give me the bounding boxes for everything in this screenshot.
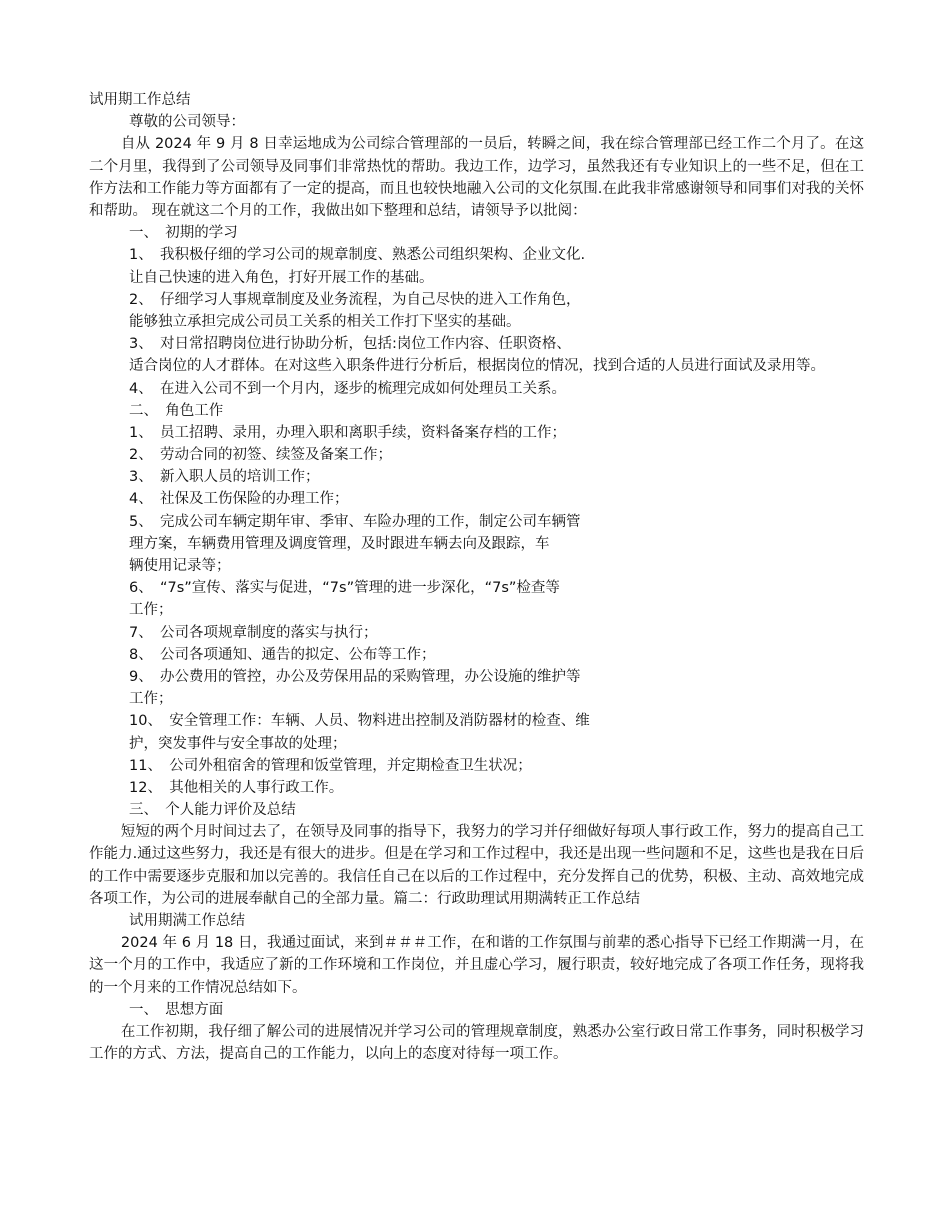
text-line: 2、 劳动合同的初签、续签及备案工作； [129,447,392,464]
document-page [89,89,864,1065]
text-line: 11、 公司外租宿舍的管理和饭堂管理，并定期检查卫生状况； [129,757,532,774]
thought-paragraph: 在工作初期，我仔细了解公司的进展情况并学习公司的管理规章制度，熟悉办公室行政日常工作事务，同时积极学习工作的方式、方法，提高自己的工作能力，以向上的态度对待每一项工作。 [89,1024,864,1063]
section-one-lines [89,222,864,333]
text-line: 2、 仔细学习人事规章制度及业务流程，为自己尽快的进入工作角色， [129,291,581,308]
text-line: 3、 新入职人员的培训工作； [129,469,320,486]
section-heading: 一、 思想方面 [129,1001,224,1018]
text-line: 8、 公司各项通知、通告的拟定、公布等工作； [129,646,436,663]
text-line: 二、 角色工作 [129,402,224,419]
section-two-lines [89,378,864,822]
text-line: 1、 我积极仔细的学习公司的规章制度、熟悉公司组织架构、企业文化. [129,247,586,264]
text-line: 1、 员工招聘、录用，办理入职和离职手续，资料备案存档的工作； [129,424,566,441]
text-line: 5、 完成公司车辆定期年审、季审、车险办理的工作，制定公司车辆管 [129,513,581,530]
text-line: 7、 公司各项规章制度的落实与执行； [129,624,378,641]
intro-paragraph: 自从 2024 年 9 月 8 日幸运地成为公司综合管理部的一员后，转瞬之间，我在综合管理部已经工作二个月了。在这二个月里，我得到了公司领导及同事们非常热忱的帮助。我边工作，边学习，虽然我还有专业知识上的一些不足，但在工作方法和工作能力等方面都有了一定的提高，而且也较快地融入公司的文化氛围.在此我非常感谢领导和同事们对我的关怀和帮助。 现在就这二个月的工作，我做出如下整理和总结，请领导予以批阅： [89,136,864,219]
text-line: 工作； [129,602,173,619]
text-line: 理方案，车辆费用管理及调度管理，及时跟进车辆去向及跟踪，车 [129,535,550,552]
document-title: 试用期工作总结 [89,92,191,108]
text-line: 辆使用记录等； [129,558,231,575]
text-line: 4、 社保及工伤保险的办理工作； [129,491,349,508]
text-line: 9、 办公费用的管控，办公及劳保用品的采购管理，办公设施的维护等 [129,668,581,685]
list-item-continuation: 适合岗位的人才群体。在对这些入职条件进行分析后，根据岗位的情况，找到合适的人员进行面试及录用等。 [129,358,825,375]
salutation: 尊敬的公司领导： [129,114,245,131]
text-line: 工作； [129,691,173,708]
text-line: 三、 个人能力评价及总结 [129,802,296,819]
second-intro-paragraph: 2024 年 6 月 18 日，我通过面试，来到＃＃＃工作，在和谐的工作氛围与前辈的悉心指导下已经工作期满一月，在这一个月的工作中，我适应了新的工作环境和工作岗位，并且虚心学习，履行职责，较好地完成了各项工作任务，现将我的一个月来的工作情况总结如下。 [89,935,864,996]
text-line: 能够独立承担完成公司员工关系的相关工作打下坚实的基础。 [129,313,521,330]
text-line: 让自己快速的进入角色，打好开展工作的基础。 [129,269,434,286]
text-line: 12、 其他相关的人事行政工作。 [129,779,344,796]
summary-paragraph: 短短的两个月时间过去了，在领导及同事的指导下，我努力的学习并仔细做好每项人事行政工作，努力的提高自己工作能力.通过这些努力，我还是有很大的进步。但是在学习和工作过程中，我还是出现一些问题和不足，这些也是我在日后的工作中需要逐步克服和加以完善的。我信任自己在以后的工作过程中，充分发挥自己的优势，积极、主动、高效地完成各项工作，为公司的进展奉献自己的全部力量。篇二：行政助理试用期满转正工作总结 [89,824,864,907]
second-title: 试用期满工作总结 [129,913,245,930]
text-line: 10、 安全管理工作：车辆、人员、物料进出控制及消防器材的检查、维 [129,713,590,730]
list-item: 3、 对日常招聘岗位进行协助分析，包括:岗位工作内容、任职资格、 [129,336,571,353]
text-line: 4、 在进入公司不到一个月内，逐步的梳理完成如何处理员工关系。 [129,380,566,397]
text-line: 6、 “7s”宣传、落实与促进，“7s”管理的进一步深化，“7s”检查等 [129,580,560,597]
text-line: 一、 初期的学习 [129,225,238,242]
text-line: 护，突发事件与安全事故的处理； [129,735,347,752]
